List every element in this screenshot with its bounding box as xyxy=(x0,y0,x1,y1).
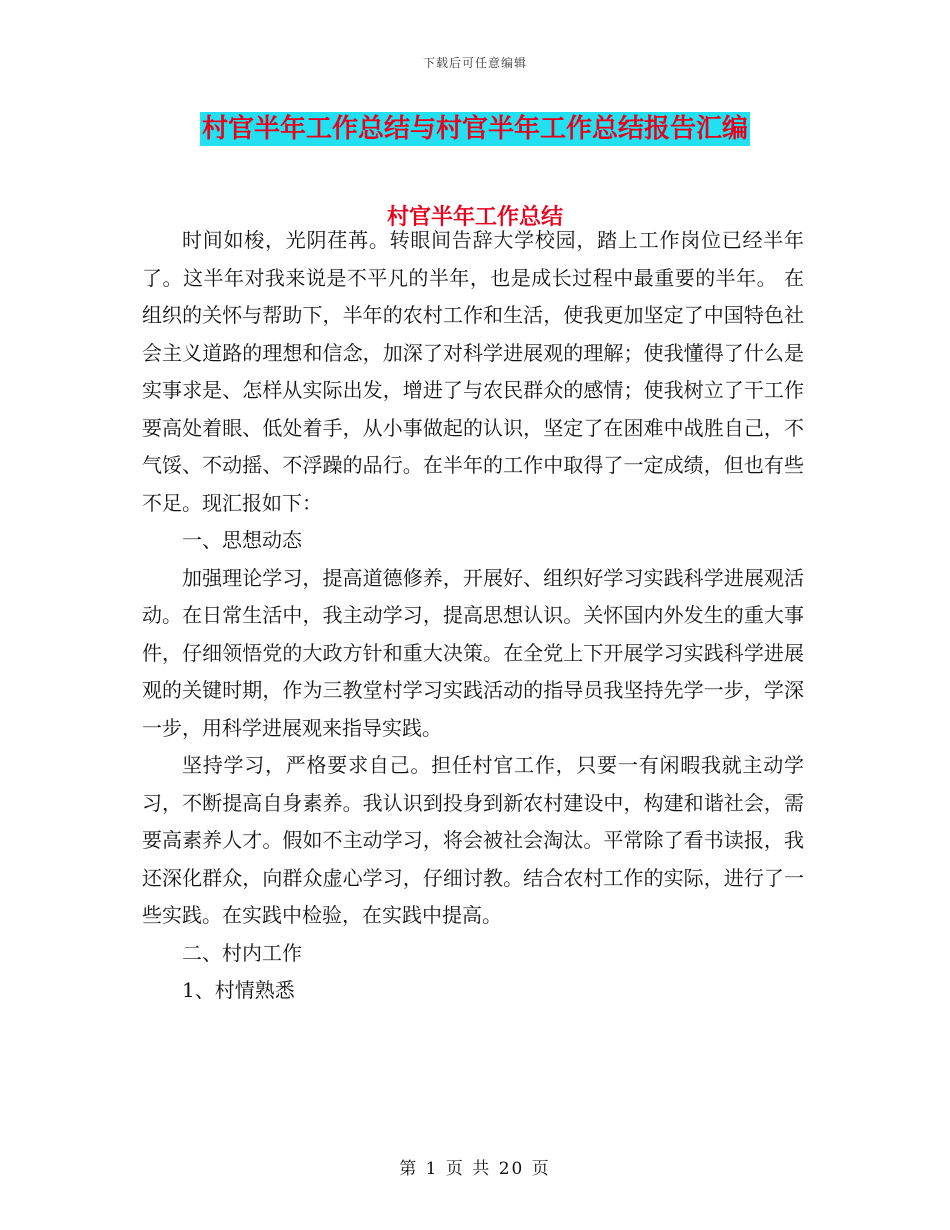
paragraph-self-discipline: 坚持学习，严格要求自己。担任村官工作，只要一有闲暇我就主动学习，不断提高自身素养。我认识到投身到新农村建设中，构建和谐社会，需要高素养人才。假如不主动学习，将会被社会淘汰。平常除了看书读报，我还深化群众，向群众虚心学习，仔细讨教。结合农村工作的实际，进行了一些实践。在实践中检验，在实践中提高。 xyxy=(142,753,804,927)
document-title: 村官半年工作总结与村官半年工作总结报告汇编 xyxy=(201,114,748,144)
paragraph-study: 加强理论学习，提高道德修养，开展好、组织好学习实践科学进展观活动。在日常生活中，我主动学习，提高思想认识。关怀国内外发生的重大事件，仔细领悟党的大政方针和重大决策。在全党上下开展学习实践科学进展观的关键时期，作为三教堂村学习实践活动的指导员我坚持先学一步，学深一步，用科学进展观来指导实践。 xyxy=(142,565,804,740)
header-note: 下载后可任意编辑 xyxy=(422,56,527,70)
body-text xyxy=(142,222,804,1010)
heading-thought: 一、思想动态 xyxy=(182,528,302,552)
section-title: 村官半年工作总结 xyxy=(386,205,563,230)
heading-village-work: 二、村内工作 xyxy=(182,940,302,965)
page-footer: 第 1 页 共 20 页 xyxy=(399,1159,551,1179)
paragraph-intro: 时间如梭，光阴荏苒。转眼间告辞大学校园，踏上工作岗位已经半年了。这半年对我来说是不平凡的半年，也是成长过程中最重要的半年。 在组织的关怀与帮助下，半年的农村工作和生活，使我更加坚定了中国特色社会主义道路的理想和信念，加深了对科学进展观的理解；使我懂得了什么是实事求是、怎样从实际出发，增进了与农民群众的感情；使我树立了干工作要高处着眼、低处着手，从小事做起的认识，坚定了在困难中战胜自己，不气馁、不动摇、不浮躁的品行。在半年的工作中取得了一定成绩，但也有些不足。现汇报如下： xyxy=(142,228,804,515)
heading-village-familiarity: 1、村情熟悉 xyxy=(182,978,295,1002)
document-title-wrap xyxy=(0,112,950,146)
